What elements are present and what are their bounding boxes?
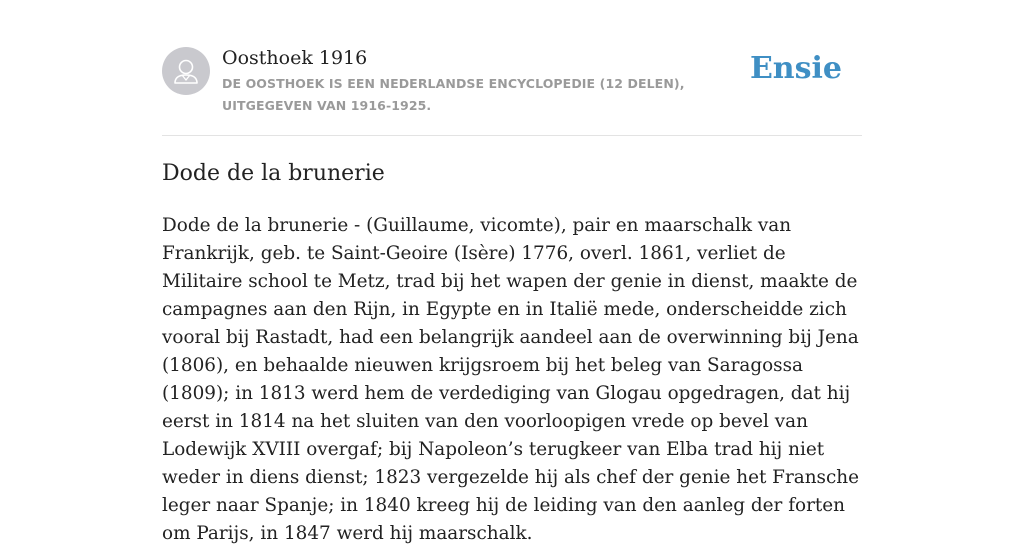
source-title[interactable]: Oosthoek 1916 [222, 47, 368, 69]
user-placeholder-icon[interactable] [162, 47, 210, 95]
article-title: Dode de la brunerie [162, 161, 385, 186]
ensie-logo[interactable]: Ensie [749, 51, 842, 86]
source-description: DE OOSTHOEK IS EEN NEDERLANDSE ENCYCLOPEDIE (12 DELEN), UITGEGEVEN VAN 1916-1925. [222, 76, 685, 113]
article-body: Dode de la brunerie - (Guillaume, vicomte), pair en maarschalk van Frankrijk, geb. te Saint-Geoire (Isère) 1776, overl. 1861, verliet de Militaire school te Metz, trad bij het wapen der genie in dienst, maakte de campagnes aan den Rijn, in Egypte en in Italië mede, onderscheidde zich vooral bij Rastadt, had een belangrijk aandeel aan de overwinning bij Jena (1806), en behaalde nieuwen krijgsroem bij het beleg van Saragossa (1809); in 1813 werd hem de verdediging van Glogau opgedragen, dat hij eerst in 1814 na het sluiten van den voorloopigen vrede op bevel van Lodewijk XVIII overgaf; bij Napoleon’s terugkeer van Elba trad hij niet weder in diens dienst; 1823 vergezelde hij als chef der genie het Fransche leger naar Spanje; in 1840 kreeg hij de leiding van den aanleg der forten om Parijs, in 1847 werd hij maarschalk. [162, 215, 860, 544]
source-header [162, 44, 862, 124]
header-divider [162, 135, 862, 136]
